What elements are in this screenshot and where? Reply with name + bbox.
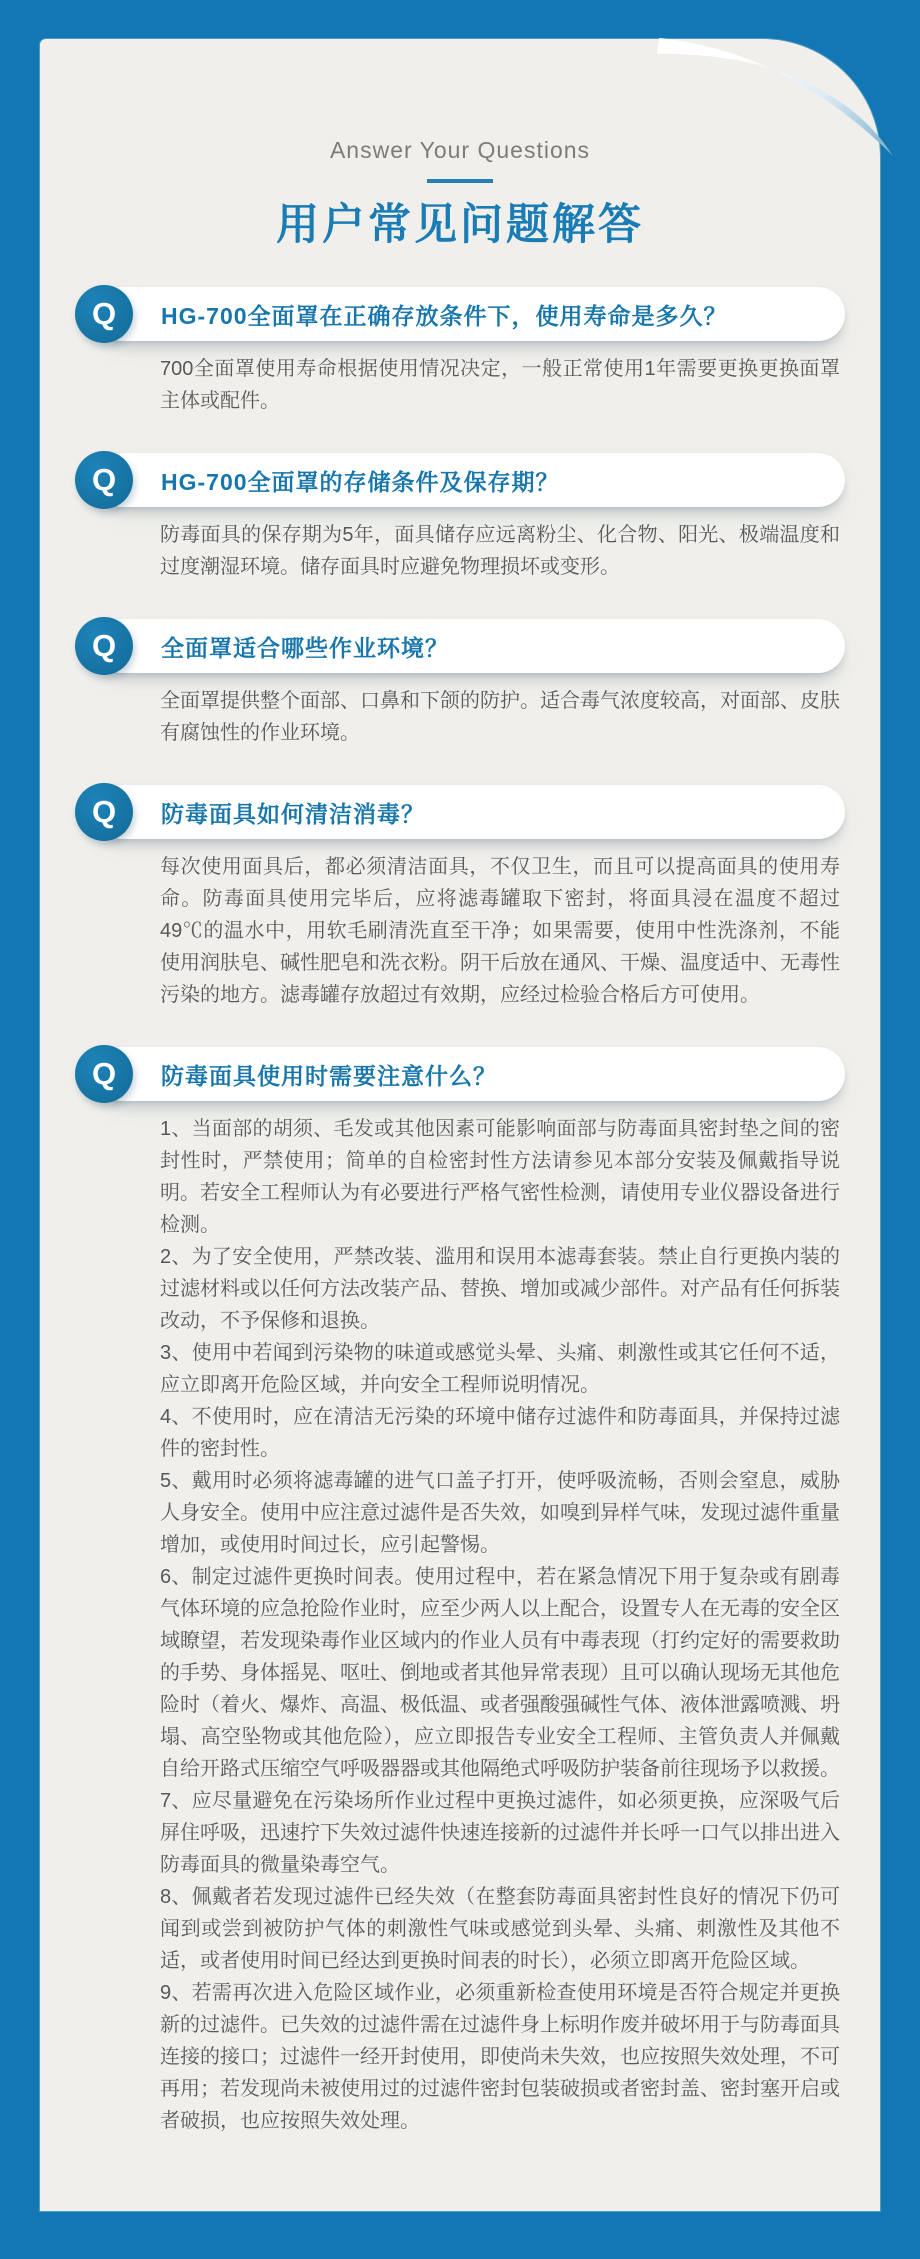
eyebrow-text: Answer Your Questions — [329, 137, 591, 163]
answer-text — [160, 353, 840, 417]
answer-paragraph: 8、佩戴者若发现过滤件已经失效（在整套防毒面具密封性良好的情况下仍可闻到或尝到被防护气体的刺激性气味或感觉到头晕、头痛、刺激性及其他不适，或者使用时间已经达到更换时间表的时长），必须立即离开危险区域。 — [160, 1886, 840, 1972]
question-bar — [95, 785, 845, 839]
answer-text — [160, 519, 840, 583]
faq-item — [40, 287, 880, 417]
answer-paragraph: 7、应尽量避免在污染场所作业过程中更换过滤件，如必须更换，应深吸气后屏住呼吸，迅速拧下失效过滤件快速连接新的过滤件并长呼一口气以排出进入防毒面具的微量染毒空气。 — [160, 1790, 840, 1876]
answer-paragraph: 全面罩提供整个面部、口鼻和下颌的防护。适合毒气浓度较高，对面部、皮肤有腐蚀性的作业环境。 — [160, 690, 840, 744]
faq-item — [40, 453, 880, 583]
question-badge-icon: Q — [75, 451, 133, 509]
answer-paragraph: 每次使用面具后，都必须清洁面具，不仅卫生，而且可以提高面具的使用寿命。防毒面具使用完毕后，应将滤毒罐取下密封，将面具浸在温度不超过49℃的温水中，用软毛刷清洗直至干净；如果需要，使用中性洗涤剂，不能使用润肤皂、碱性肥皂和洗衣粉。阴干后放在通风、干燥、温度适中、无毒性污染的地方。滤毒罐存放超过有效期，应经过检验合格后方可使用。 — [160, 856, 840, 1006]
answer-text — [160, 851, 840, 1011]
question-bar — [95, 1047, 845, 1101]
question-text: HG-700全面罩在正确存放条件下，使用寿命是多久？ — [161, 302, 728, 329]
faq-item — [40, 1047, 880, 2137]
answer-paragraph: 2、为了安全使用，严禁改装、滥用和误用本滤毒套装。禁止自行更换内装的过滤材料或以任何方法改装产品、替换、增加或减少部件。对产品有任何拆装改动，不予保修和退换。 — [160, 1246, 840, 1332]
answer-paragraph: 5、戴用时必须将滤毒罐的进气口盖子打开，使呼吸流畅，否则会窒息，威胁人身安全。使用中应注意过滤件是否失效，如嗅到异样气味，发现过滤件重量增加，或使用时间过长，应引起警惕。 — [160, 1470, 840, 1556]
question-badge-icon: Q — [75, 285, 133, 343]
question-badge-icon: Q — [75, 783, 133, 841]
answer-text — [160, 1113, 840, 2137]
answer-paragraph: 6、制定过滤件更换时间表。使用过程中，若在紧急情况下用于复杂或有剧毒气体环境的应急抢险作业时，应至少两人以上配合，设置专人在无毒的安全区域瞭望，若发现染毒作业区域内的作业人员有中毒表现（打约定好的需要救助的手势、身体摇晃、呕吐、倒地或者其他异常表现）且可以确认现场无其他危险时（着火、爆炸、高温、极低温、或者强酸强碱性气体、液体泄露喷溅、坍塌、高空坠物或其他危险），应立即报告专业安全工程师、主管负责人并佩戴自给开路式压缩空气呼吸器器或其他隔绝式呼吸防护装备前往现场予以救援。 — [160, 1566, 840, 1780]
faq-item — [40, 785, 880, 1011]
answer-paragraph: 防毒面具的保存期为5年，面具储存应远离粉尘、化合物、阳光、极端温度和过度潮湿环境。储存面具时应避免物理损坏或变形。 — [160, 524, 840, 578]
faq-card — [40, 39, 880, 2211]
question-badge-icon: Q — [75, 1045, 133, 1103]
faq-item — [40, 619, 880, 749]
answer-text — [160, 685, 840, 749]
page-title: 用户常见问题解答 — [276, 201, 644, 249]
title-divider — [427, 179, 493, 183]
question-text: 防毒面具使用时需要注意什么？ — [161, 1062, 497, 1089]
question-bar — [95, 619, 845, 673]
answer-paragraph: 4、不使用时，应在清洁无污染的环境中储存过滤件和防毒面具，并保持过滤件的密封性。 — [160, 1406, 840, 1460]
question-text: HG-700全面罩的存储条件及保存期？ — [161, 468, 560, 495]
question-bar — [95, 287, 845, 341]
answer-paragraph: 700全面罩使用寿命根据使用情况决定，一般正常使用1年需要更换更换面罩主体或配件。 — [160, 358, 840, 412]
answer-paragraph: 9、若需再次进入危险区域作业，必须重新检查使用环境是否符合规定并更换新的过滤件。已失效的过滤件需在过滤件身上标明作废并破坏用于与防毒面具连接的接口；过滤件一经开封使用，即使尚未失效，也应按照失效处理，不可再用；若发现尚未被使用过的过滤件密封包装破损或者密封盖、密封塞开启或者破损，也应按照失效处理。 — [160, 1982, 840, 2132]
question-bar — [95, 453, 845, 507]
question-text: 防毒面具如何清洁消毒？ — [161, 800, 425, 827]
question-badge-icon: Q — [75, 617, 133, 675]
question-text: 全面罩适合哪些作业环境？ — [161, 634, 449, 661]
answer-paragraph: 3、使用中若闻到污染物的味道或感觉头晕、头痛、刺激性或其它任何不适，应立即离开危险区域，并向安全工程师说明情况。 — [160, 1342, 840, 1396]
answer-paragraph: 1、当面部的胡须、毛发或其他因素可能影响面部与防毒面具密封垫之间的密封性时，严禁使用；简单的自检密封性方法请参见本部分安装及佩戴指导说明。若安全工程师认为有必要进行严格气密性检测，请使用专业仪器设备进行检测。 — [160, 1118, 840, 1236]
